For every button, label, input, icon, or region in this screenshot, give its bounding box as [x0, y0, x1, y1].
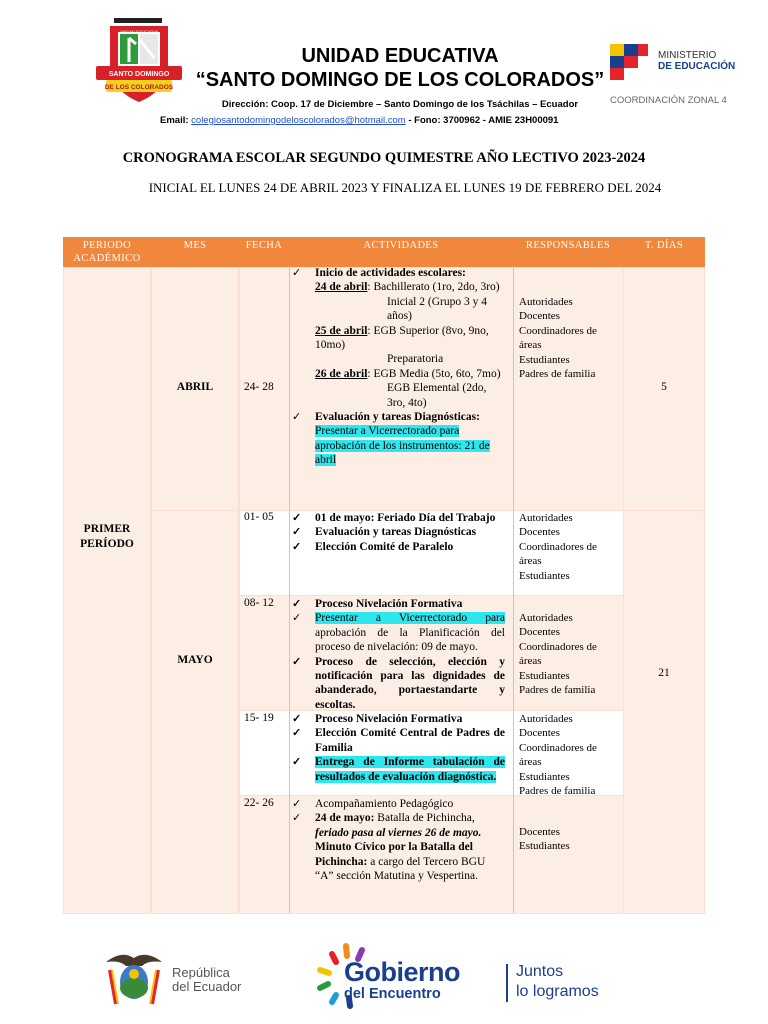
date-row-1: 24- 28 — [244, 381, 274, 393]
responsible-item: Autoridades — [519, 612, 573, 624]
grid-line — [513, 268, 514, 913]
activity-text: Acompañamiento Pedagógico — [315, 798, 454, 810]
ministry-line2: DE EDUCACIÓN — [658, 61, 736, 72]
activity-text: 01 de mayo: Feriado Día del Trabajo — [315, 512, 496, 524]
gobierno-encuentro-logo — [344, 958, 460, 1002]
list-item — [292, 597, 505, 611]
header-date: FECHA — [245, 240, 283, 251]
header-period: PERIODO ACADÉMICO — [73, 240, 141, 264]
responsible-item: Estudiantes — [519, 669, 570, 682]
activity-text: : EGB Media (5to, 6to, 7mo) — [367, 367, 501, 380]
activity-text-italic: feriado pasa al viernes 26 de mayo. — [315, 826, 482, 839]
republica-line2: del Ecuador — [172, 979, 242, 994]
month-may: MAYO — [177, 654, 213, 666]
list-item — [292, 655, 505, 713]
logo-text-top: UNIDAD EDUCATIVA — [119, 29, 159, 34]
list-item — [292, 525, 506, 539]
responsible-item: Coordinadores de áreas — [519, 640, 597, 668]
responsible-item: Estudiantes — [519, 770, 570, 783]
activity-date: 24 de mayo: — [315, 812, 375, 825]
check-icon: ✓ — [292, 411, 302, 424]
responsible-item: Padres de familia — [519, 785, 596, 798]
check-icon: ✓ — [292, 598, 302, 610]
responsible-item: Coordinadores de áreas — [519, 324, 597, 352]
phone-amie: - Fono: 3700962 - AMIE 23H00091 — [405, 115, 559, 126]
activities-row-5 — [292, 797, 506, 883]
responsible-item: Autoridades — [519, 512, 573, 524]
school-title-line2: “SANTO DOMINGO DE LOS COLORADOS” — [195, 69, 605, 91]
ministry-logo — [608, 42, 738, 87]
header-days: T. DÍAS — [644, 240, 684, 251]
check-icon: ✓ — [292, 756, 302, 769]
activity-text: Inicial 2 (Grupo 3 y 4 años) — [387, 295, 487, 323]
responsible-item: Docentes — [519, 310, 560, 323]
gobierno-line1: Gobierno — [344, 957, 460, 987]
activity-text: Proceso Nivelación Formativa — [315, 598, 463, 610]
list-item — [292, 797, 506, 811]
check-icon: ✓ — [292, 655, 302, 668]
activity-title: Inicio de actividades escolares: — [315, 267, 466, 279]
list-item — [292, 410, 506, 468]
highlighted-activity: Entrega de Informe tabulación de resultados de evaluación diagnóstica. — [315, 756, 505, 783]
slogan-line2: lo logramos — [516, 983, 599, 1000]
logo-text-bottom: DE LOS COLORADOS — [104, 84, 174, 91]
email-label: Email: — [160, 115, 192, 126]
activity-title: Minuto Cívico por la Batalla del Pichincha: — [315, 841, 473, 868]
list-item — [292, 266, 506, 410]
ecuador-coat-of-arms-icon — [102, 948, 166, 1008]
period-label: PRIMER PERÍODO — [80, 523, 134, 550]
activity-text: Elección Comité de Paralelo — [315, 540, 454, 553]
coordination-zone: COORDINACIÓN ZONAL 4 — [610, 95, 727, 106]
responsible-item: Coordinadores de áreas — [519, 741, 597, 769]
date-row-5: 22- 26 — [244, 797, 274, 809]
highlighted-activity: Presentar a Vicerrectorado para aprobación de los instrumentos: 21 de abril — [315, 425, 490, 467]
activity-date: 25 de abril — [315, 324, 368, 337]
list-item — [292, 712, 505, 726]
date-row-2: 01- 05 — [244, 511, 274, 523]
responsible-item: Docentes — [519, 826, 560, 838]
check-icon: ✓ — [292, 727, 302, 740]
activity-text: : Bachillerato (1ro, 2do, 3ro) — [367, 281, 500, 294]
school-header — [190, 44, 610, 111]
month-april: ABRIL — [176, 381, 214, 393]
activity-text: Evaluación y tareas Diagnósticas — [315, 526, 477, 539]
activity-text: Batalla de Pichincha, — [374, 812, 475, 825]
logo-text-middle: SANTO DOMINGO — [108, 71, 170, 78]
activity-title: Evaluación y tareas Diagnósticas: — [315, 411, 480, 424]
days-may: 21 — [658, 667, 670, 679]
email-link[interactable]: colegiosantodomingodeloscolorados@hotmail.com — [191, 115, 406, 126]
check-icon: ✓ — [292, 540, 302, 553]
activity-date: 26 de abril — [315, 367, 368, 380]
date-row-4: 15- 19 — [244, 712, 274, 724]
responsible-item: Coordinadores de áreas — [519, 540, 597, 568]
responsibles-row-3 — [519, 611, 619, 697]
slogan — [516, 962, 599, 1002]
ministry-emblem-icon — [608, 42, 652, 82]
activity-text: a cargo del Tercero BGU “A” sección Matutina y Vespertina. — [315, 855, 486, 883]
month-cell-may — [152, 511, 238, 913]
ministry-line1: MINISTERIO — [658, 50, 717, 61]
schedule-table — [63, 237, 705, 914]
responsible-item: Docentes — [519, 727, 560, 740]
highlighted-activity: Presentar a Vicerrectorado para — [315, 612, 505, 625]
list-item — [292, 611, 505, 654]
list-item — [292, 540, 506, 554]
responsible-item: Padres de familia — [519, 368, 596, 381]
responsible-item: Docentes — [519, 626, 560, 639]
check-icon: ✓ — [292, 812, 302, 825]
responsibles-row-2 — [519, 511, 619, 583]
gobierno-line2: del Encuentro — [344, 986, 441, 1002]
days-cell-may — [624, 511, 704, 913]
responsibles-row-1 — [519, 295, 619, 381]
responsible-item: Estudiantes — [519, 569, 570, 582]
activity-date: 24 de abril — [315, 281, 368, 294]
document-subheading: INICIAL EL LUNES 24 DE ABRIL 2023 Y FINALIZA EL LUNES 19 DE FEBRERO DEL 2024 — [148, 180, 662, 195]
period-cell — [64, 268, 150, 913]
days-april: 5 — [661, 381, 667, 393]
responsible-item: Autoridades — [519, 713, 573, 725]
responsible-item: Autoridades — [519, 296, 573, 308]
list-item — [292, 811, 506, 883]
responsibles-row-4 — [519, 712, 619, 798]
republica-ecuador — [172, 966, 241, 994]
contact-line — [160, 115, 620, 126]
footer-divider — [506, 964, 508, 1002]
responsible-item: Estudiantes — [519, 353, 570, 366]
activity-text: Preparatoria — [387, 353, 444, 366]
school-shield-logo — [96, 18, 182, 104]
check-icon: ✓ — [292, 267, 302, 279]
responsible-item: Estudiantes — [519, 840, 570, 853]
header-activities: ACTIVIDADES — [363, 240, 439, 251]
list-item — [292, 511, 506, 525]
ministry-name — [658, 50, 735, 72]
activity-text: Elección Comité Central de Padres de Familia — [315, 727, 505, 754]
activity-text: Proceso de selección, elección y notificación para las dignidades de abanderado, portaestandarte y escoltas. — [315, 655, 505, 711]
list-item — [292, 755, 505, 784]
check-icon: ✓ — [292, 512, 302, 524]
activities-row-4 — [292, 712, 505, 784]
header-month: MES — [183, 240, 207, 251]
activity-text: : EGB Superior (8vo, 9no, 10mo) — [315, 324, 489, 352]
grid-line — [289, 268, 290, 913]
school-title-line1: UNIDAD EDUCATIVA — [301, 45, 499, 67]
responsibles-row-5 — [519, 825, 619, 854]
school-address: Dirección: Coop. 17 de Diciembre – Santo Domingo de los Tsáchilas – Ecuador — [221, 99, 579, 110]
list-item — [292, 726, 505, 755]
header-responsible: RESPONSABLES — [525, 240, 611, 251]
slogan-line1: Juntos — [516, 963, 564, 980]
check-icon: ✓ — [292, 798, 302, 810]
activity-text: aprobación de la Planificación del proceso de nivelación: 09 de mayo. — [315, 626, 505, 654]
republica-line1: República — [172, 965, 230, 980]
date-row-3: 08- 12 — [244, 597, 274, 609]
check-icon: ✓ — [292, 713, 302, 725]
activities-row-3 — [292, 597, 505, 712]
check-icon: ✓ — [292, 526, 302, 539]
activity-text: Proceso Nivelación Formativa — [315, 713, 463, 725]
activities-row-1 — [292, 266, 506, 468]
table-header-row — [63, 237, 705, 267]
responsible-item: Padres de familia — [519, 684, 596, 697]
check-icon: ✓ — [292, 612, 302, 625]
responsible-item: Docentes — [519, 526, 560, 539]
document-heading: CRONOGRAMA ESCOLAR SEGUNDO QUIMESTRE AÑO LECTIVO 2023-2024 — [122, 150, 646, 166]
activity-text: EGB Elemental (2do, 3ro, 4to) — [387, 382, 487, 409]
activities-row-2 — [292, 511, 506, 554]
